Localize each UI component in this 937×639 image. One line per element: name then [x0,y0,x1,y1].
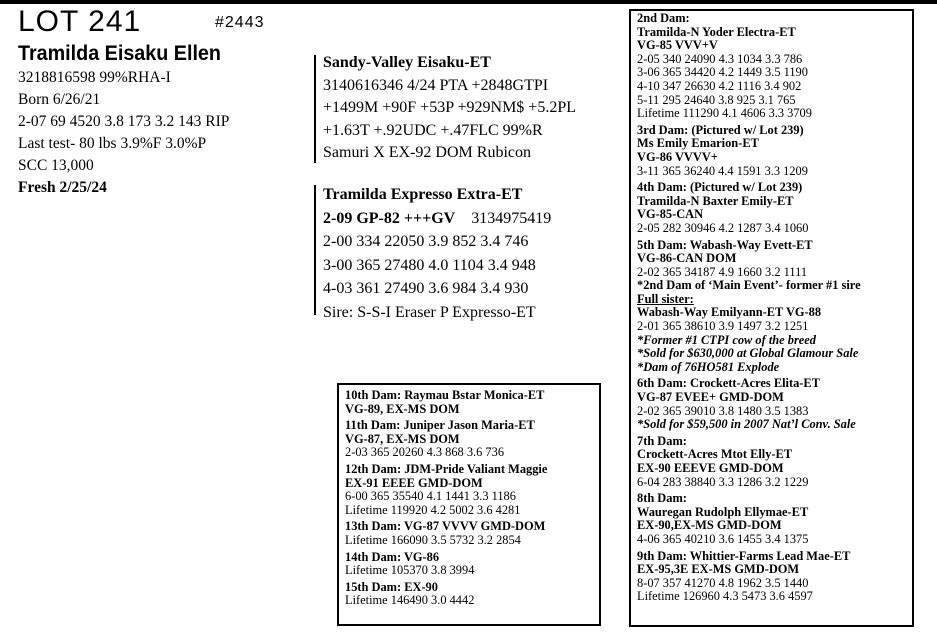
dam-9-title: 9th Dam: Whittier-Farms Lead Mae-ET [637,548,851,563]
dam-record: 4-03 361 27490 3.6 984 3.4 930 [323,280,529,297]
dam-7-entry [637,435,906,489]
dam-12-record: 6-00 365 35540 4.1 1441 3.3 1186 [345,489,516,504]
dam-3-record: 3-11 365 36240 4.4 1591 3.3 1209 [637,163,808,178]
dam-record: 3-00 365 27480 4.0 1104 3.4 948 [323,256,536,274]
dam-3-entry [637,124,906,178]
dam-10-class: VG-89, EX-MS DOM [345,401,460,416]
dam-12-lifetime: Lifetime 119920 4.2 5002 3.6 4281 [345,502,521,517]
scc: SCC 13,000 [18,157,94,174]
dam-3-name: Ms Emily Emarion-ET [637,136,759,151]
dam-8-name: Wauregan Rudolph Ellymae-ET [637,504,809,519]
dam-7-class: EX-90 EEEVE GMD-DOM [637,461,784,475]
sire-divider [314,55,316,163]
full-sister-note: *Former #1 CTPI cow of the breed [637,332,816,347]
dam-11-entry [345,419,593,460]
dam-4-record: 2-05 282 30946 4.2 1287 3.4 1060 [637,220,809,235]
sire-name: Sandy-Valley Eisaku-ET [323,54,491,71]
dam-4-class: VG-85-CAN [637,207,704,222]
dam-6-class: VG-87 EVEE+ GMD-DOM [637,390,784,405]
dam-2-record: 3-06 365 34420 4.2 1449 3.5 1190 [637,65,808,80]
dam-9-record: 8-07 357 41270 4.8 1962 3.5 1440 [637,575,809,590]
sire-block [323,52,576,165]
dam-10-title: 10th Dam: Raymau Bstar Monica-ET [345,388,545,402]
dam-14-entry [345,551,593,578]
dam-12-entry [345,463,593,517]
last-test: Last test- 80 lbs 3.9%F 3.0%P [18,135,207,152]
dam-5-class: VG-86-CAN DOM [637,251,737,266]
dam-15-entry [345,581,593,608]
dam-12-title: 12th Dam: JDM-Pride Valiant Maggie [345,461,548,476]
dam-2-entry [637,12,906,121]
dam-2-record: 4-10 347 26630 4.2 1116 3.4 902 [637,78,802,93]
lot-id: #2443 [215,14,265,31]
dam-2-title: 2nd Dam: [637,11,690,25]
dam-2-record: 5-11 295 24640 3.8 925 3.1 765 [637,92,796,107]
birth-date: Born 6/26/21 [18,91,101,108]
dam-9-class: EX-95,3E EX-MS GMD-DOM [637,562,800,577]
dam-6-record: 2-02 365 39010 3.8 1480 3.5 1383 [637,403,809,418]
dam-5-title: 5th Dam: Wabash-Way Evett-ET [637,237,813,252]
fresh-date: Fresh 2/25/24 [18,179,107,196]
registration-line: 3218816598 99%RHA-I [18,69,171,86]
dam-6-entry [637,377,906,431]
dam-4-title: 4th Dam: (Pictured w/ Lot 239) [637,180,803,195]
dam-8-class: EX-90,EX-MS GMD-DOM [637,518,782,533]
dam-2-class: VG-85 VVV+V [637,38,718,53]
dam-9-lifetime: Lifetime 126960 4.3 5473 3.6 4597 [637,589,813,604]
pedigree-box-right [629,9,914,627]
sire-line-2: +1499M +90F +53P +929NM$ +5.2PL [323,99,576,116]
dam-5-record: 2-02 365 34187 4.9 1660 3.2 1111 [637,264,808,279]
dam-5-note: *2nd Dam of ‘Main Event’- former #1 sire [637,278,861,293]
dam-2-name: Tramilda-N Yoder Electra-ET [637,24,796,39]
animal-name: Tramilda Eisaku Ellen [18,42,221,65]
dam-2-lifetime: Lifetime 111290 4.1 4606 3.3 3709 [637,106,812,121]
dam-3-class: VG-86 VVVV+ [637,149,718,164]
dam-4-entry [637,181,906,235]
lot-number: LOT 241 [18,5,142,38]
dam-10-entry [345,389,593,416]
dam-2-record: 2-05 340 24090 4.3 1034 3.3 786 [637,51,803,66]
dam-7-record: 6-04 283 38840 3.3 1286 3.2 1229 [637,474,809,489]
dam-4-name: Tramilda-N Baxter Emily-ET [637,193,794,208]
dam-sire: Sire: S-S-I Eraser P Expresso-ET [323,303,536,321]
dam-divider [314,185,316,315]
full-sister-name: Wabash-Way Emilyann-ET VG-88 [637,305,822,320]
dam-13-lifetime: Lifetime 166090 3.5 5732 3.2 2854 [345,532,521,547]
dam-class: 2-09 GP-82 +++GV [323,209,456,227]
dam-14-lifetime: Lifetime 105370 3.8 3994 [345,563,475,578]
top-border [0,0,937,4]
dam-8-entry [637,492,906,546]
dam-name: Tramilda Expresso Extra-ET [323,186,523,203]
dam-13-entry [345,520,593,547]
sire-line-1: 3140616346 4/24 PTA +2848GTPI [323,76,549,94]
dam-12-class: EX-91 EEEE GMD-DOM [345,475,483,490]
dam-block [323,183,551,324]
dam-6-note: *Sold for $59,500 in 2007 Nat’l Conv. Sale [637,417,856,432]
dam-14-title: 14th Dam: VG-86 [345,549,440,564]
dam-11-record: 2-03 365 20260 4.3 868 3.6 736 [345,445,505,460]
dam-reg: 3134975419 [471,209,552,227]
dam-11-class: VG-87, EX-MS DOM [345,431,460,446]
dam-record: 2-00 334 22050 3.9 852 3.4 746 [323,233,529,250]
dam-8-title: 8th Dam: [637,491,687,506]
full-sister-label: Full sister: [637,291,694,306]
production-record: 2-07 69 4520 3.8 173 3.2 143 RIP [18,113,230,130]
pedigree-box-bottom [337,383,601,626]
dam-15-lifetime: Lifetime 146490 3.0 4442 [345,593,475,608]
dam-8-record: 4-06 365 40210 3.6 1455 3.4 1375 [637,531,809,546]
dam-7-name: Crockett-Acres Mtot Elly-ET [637,447,793,462]
dam-7-title: 7th Dam: [637,433,687,448]
sire-line-4: Samuri X EX-92 DOM Rubicon [323,144,531,161]
dam-13-title: 13th Dam: VG-87 VVVV GMD-DOM [345,519,546,534]
dam-3-title: 3rd Dam: (Pictured w/ Lot 239) [637,122,804,137]
animal-details [18,67,229,199]
full-sister-note: *Dam of 76HO581 Explode [637,359,780,374]
sire-line-3: +1.63T +.92UDC +.47FLC 99%R [323,121,543,139]
dam-class-line [323,207,551,231]
dam-9-entry [637,550,906,604]
dam-15-title: 15th Dam: EX-90 [345,579,438,594]
dam-5-entry [637,239,906,375]
dam-6-title: 6th Dam: Crockett-Acres Elita-ET [637,376,820,391]
full-sister-record: 2-01 365 38610 3.9 1497 3.2 1251 [637,319,809,334]
full-sister-note: *Sold for $630,000 at Global Glamour Sale [637,346,859,361]
dam-11-title: 11th Dam: Juniper Jason Maria-ET [345,418,535,433]
